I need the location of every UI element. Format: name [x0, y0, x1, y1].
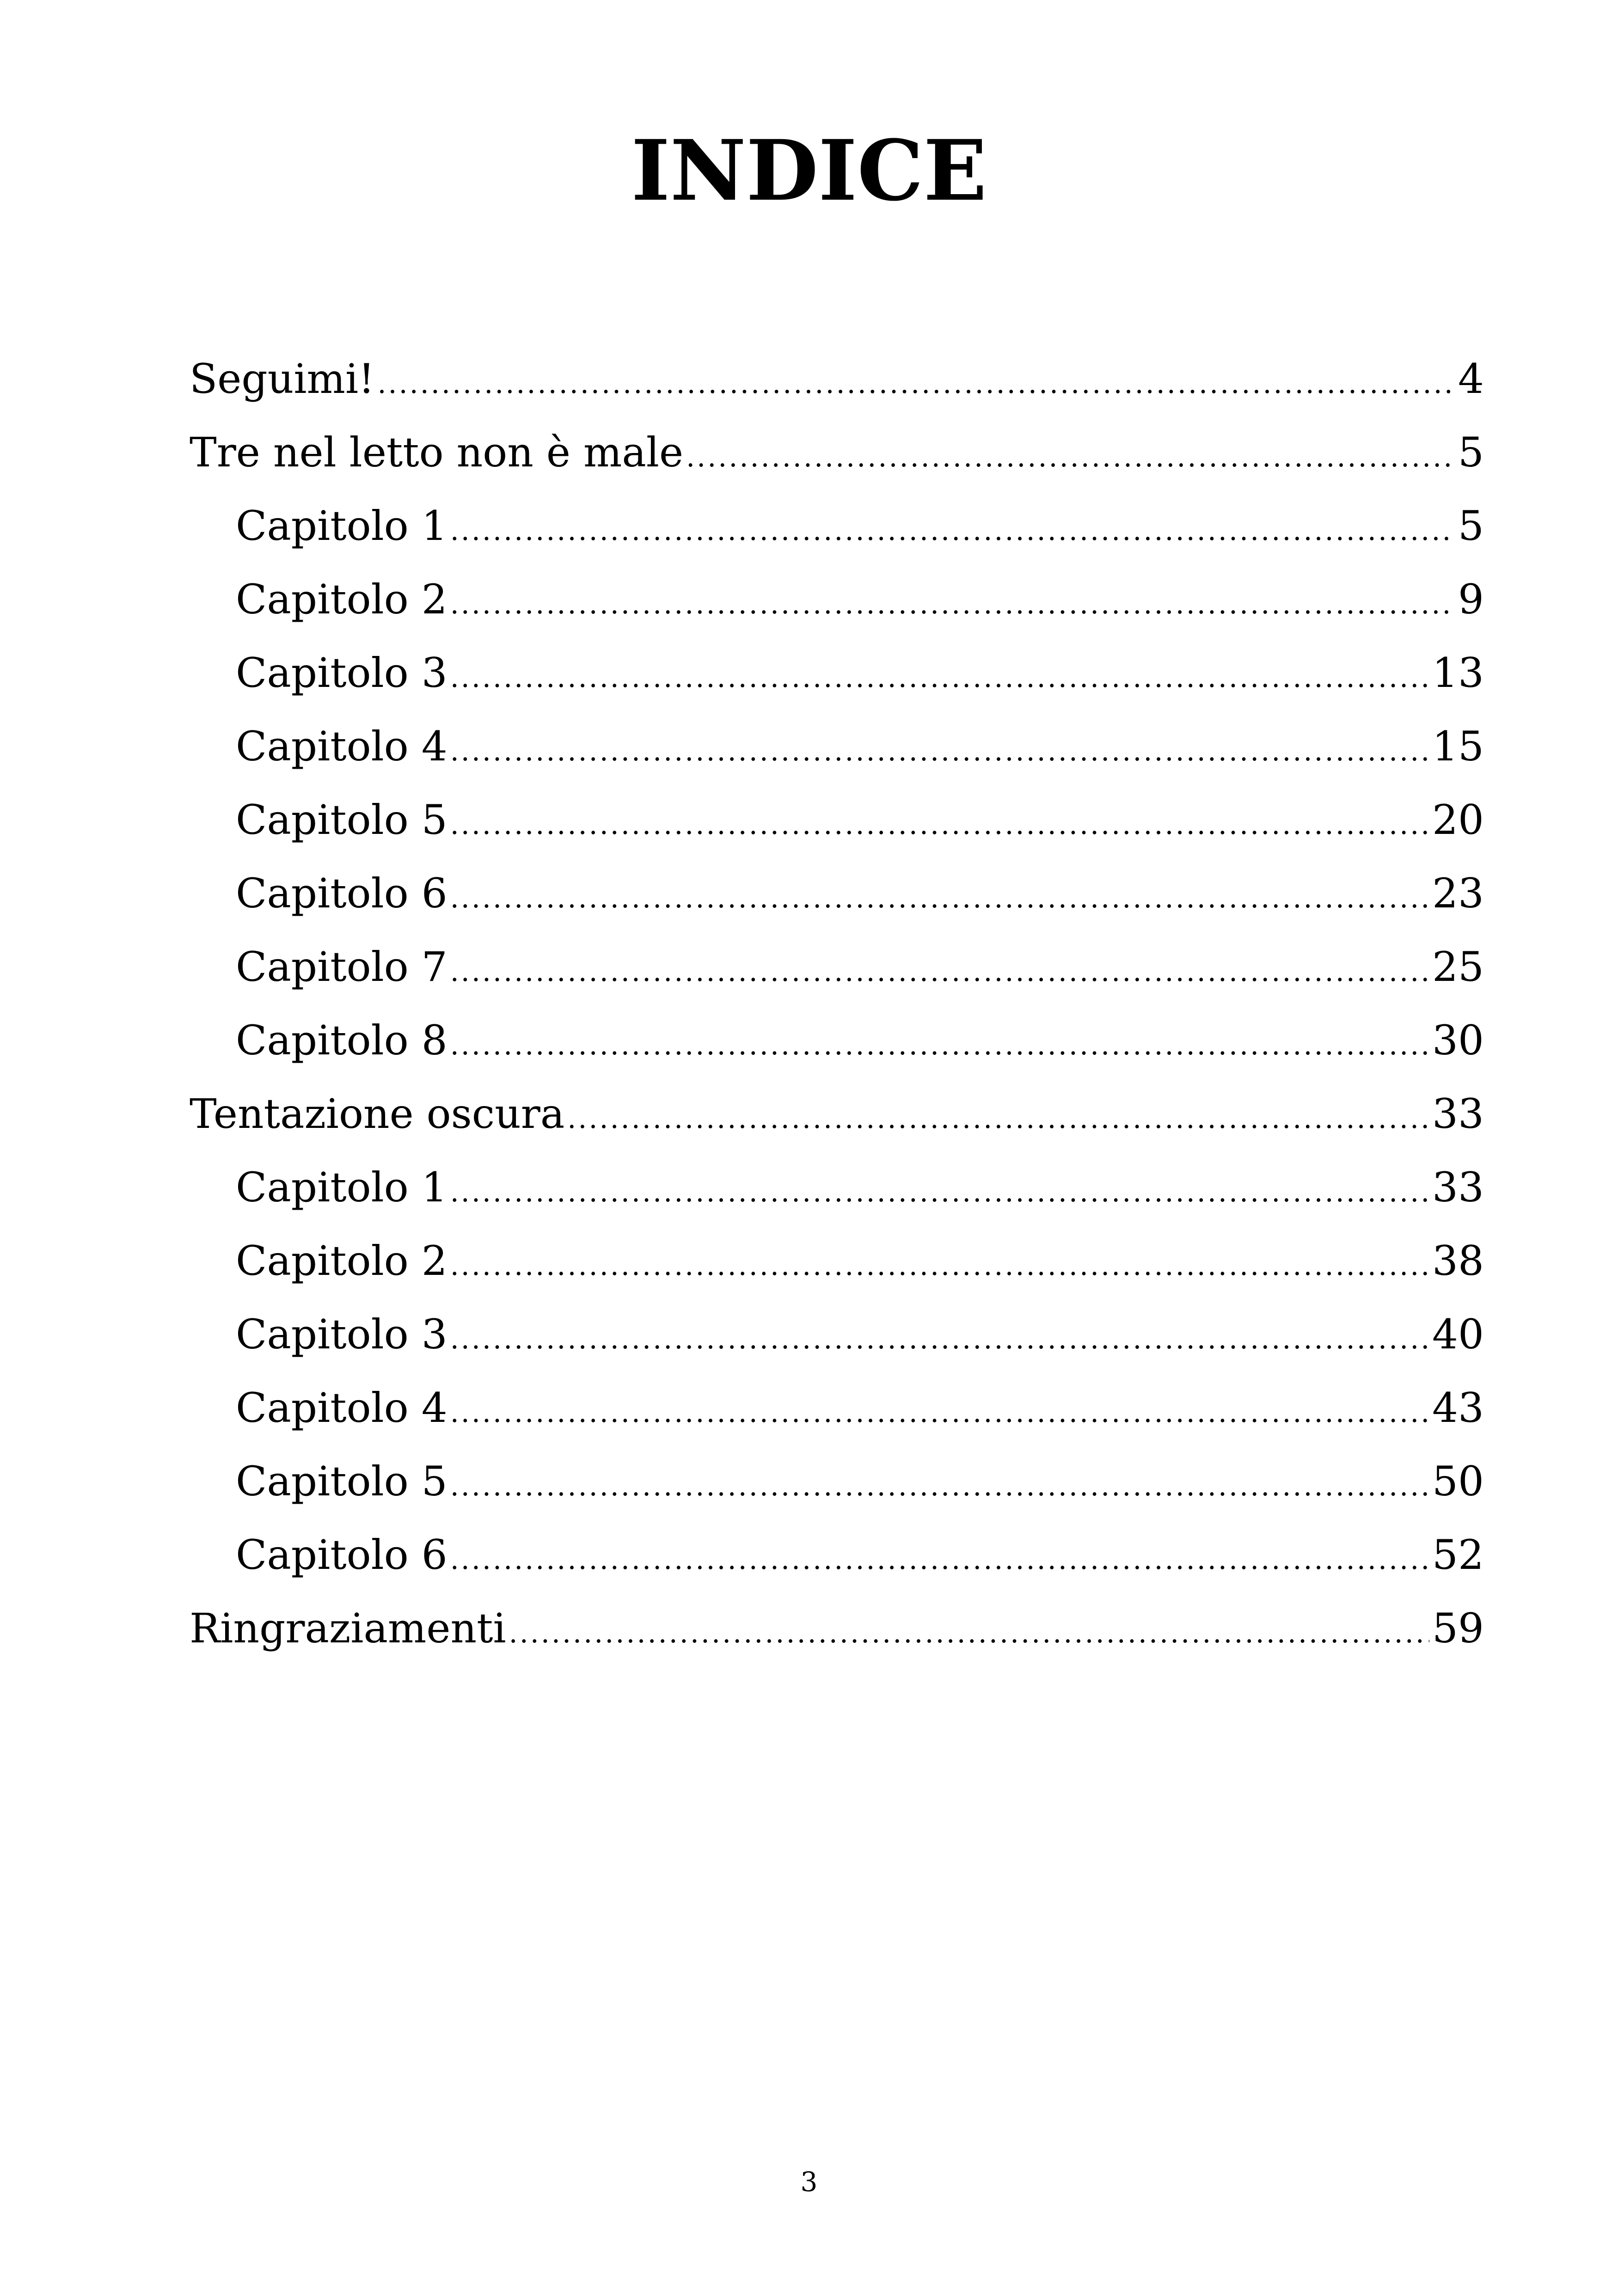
toc-dot-leader — [450, 935, 1429, 1009]
toc-entry-label: Capitolo 2 — [236, 576, 447, 623]
toc-entry[interactable] — [190, 636, 1484, 710]
toc-entry-page: 5 — [1458, 502, 1484, 550]
toc-entry[interactable] — [190, 1077, 1484, 1151]
toc-entry-page: 52 — [1432, 1531, 1484, 1579]
toc-entry-page: 9 — [1458, 576, 1484, 623]
toc-dot-leader — [567, 1082, 1429, 1156]
toc-entry[interactable] — [190, 1004, 1484, 1077]
toc-entry[interactable] — [190, 489, 1484, 563]
toc-entry-page: 15 — [1432, 722, 1484, 770]
toc-entry-page: 59 — [1432, 1604, 1484, 1652]
toc-entry-label: Seguimi! — [190, 355, 375, 403]
toc-entry[interactable] — [190, 710, 1484, 783]
toc-dot-leader — [686, 421, 1455, 494]
toc-entry-label: Capitolo 8 — [236, 1016, 447, 1064]
toc-entry-label: Capitolo 3 — [236, 1310, 447, 1358]
toc-entry[interactable] — [190, 1518, 1484, 1592]
toc-entry-label: Capitolo 6 — [236, 1531, 447, 1579]
toc-entry-label: Capitolo 2 — [236, 1237, 447, 1285]
toc-entry[interactable] — [190, 416, 1484, 489]
toc-entry[interactable] — [190, 930, 1484, 1004]
toc-entry[interactable] — [190, 563, 1484, 636]
toc-dot-leader — [450, 641, 1429, 715]
toc-dot-leader — [450, 1009, 1429, 1082]
toc-entry[interactable] — [190, 1224, 1484, 1298]
toc-entry[interactable] — [190, 1592, 1484, 1665]
toc-entry-page: 5 — [1458, 429, 1484, 476]
toc-entry-page: 33 — [1432, 1090, 1484, 1138]
toc-entry-label: Tentazione oscura — [190, 1090, 565, 1138]
toc-dot-leader — [450, 1376, 1429, 1450]
toc-entry-page: 20 — [1432, 796, 1484, 844]
toc-entry-label: Capitolo 1 — [236, 502, 447, 550]
table-of-contents — [190, 342, 1484, 1665]
toc-dot-leader — [450, 862, 1429, 935]
toc-dot-leader — [450, 1303, 1429, 1376]
toc-entry-label: Capitolo 1 — [236, 1163, 447, 1211]
page-number: 3 — [800, 2166, 818, 2198]
toc-dot-leader — [450, 788, 1429, 862]
toc-dot-leader — [450, 1523, 1429, 1597]
toc-dot-leader — [377, 347, 1455, 421]
toc-entry-page: 50 — [1432, 1457, 1484, 1505]
toc-entry-page: 13 — [1432, 649, 1484, 697]
toc-entry[interactable] — [190, 783, 1484, 857]
toc-entry-label: Capitolo 5 — [236, 1457, 447, 1505]
toc-entry[interactable] — [190, 1151, 1484, 1224]
toc-entry-label: Capitolo 4 — [236, 722, 447, 770]
toc-entry-label: Capitolo 3 — [236, 649, 447, 697]
toc-dot-leader — [509, 1597, 1429, 1670]
toc-entry-label: Capitolo 5 — [236, 796, 447, 844]
toc-dot-leader — [450, 1450, 1429, 1523]
toc-entry-page: 25 — [1432, 943, 1484, 991]
toc-entry[interactable] — [190, 1371, 1484, 1445]
toc-entry-label: Capitolo 7 — [236, 943, 447, 991]
toc-entry-page: 33 — [1432, 1163, 1484, 1211]
toc-entry-page: 23 — [1432, 869, 1484, 917]
toc-entry-page: 4 — [1458, 355, 1484, 403]
toc-entry-label: Capitolo 4 — [236, 1384, 447, 1432]
toc-entry-label: Tre nel letto non è male — [190, 429, 684, 476]
toc-entry-label: Capitolo 6 — [236, 869, 447, 917]
toc-dot-leader — [450, 715, 1429, 788]
toc-dot-leader — [450, 494, 1455, 568]
toc-dot-leader — [450, 1229, 1429, 1303]
toc-entry-page: 30 — [1432, 1016, 1484, 1064]
toc-dot-leader — [450, 1156, 1429, 1229]
toc-entry-label: Ringraziamenti — [190, 1604, 506, 1652]
toc-entry[interactable] — [190, 1445, 1484, 1518]
toc-entry-page: 40 — [1432, 1310, 1484, 1358]
toc-dot-leader — [450, 568, 1455, 641]
toc-entry[interactable] — [190, 1298, 1484, 1371]
toc-entry-page: 38 — [1432, 1237, 1484, 1285]
toc-entry-page: 43 — [1432, 1384, 1484, 1432]
toc-entry[interactable] — [190, 857, 1484, 930]
page-title: INDICE — [631, 122, 987, 220]
toc-entry[interactable] — [190, 342, 1484, 416]
